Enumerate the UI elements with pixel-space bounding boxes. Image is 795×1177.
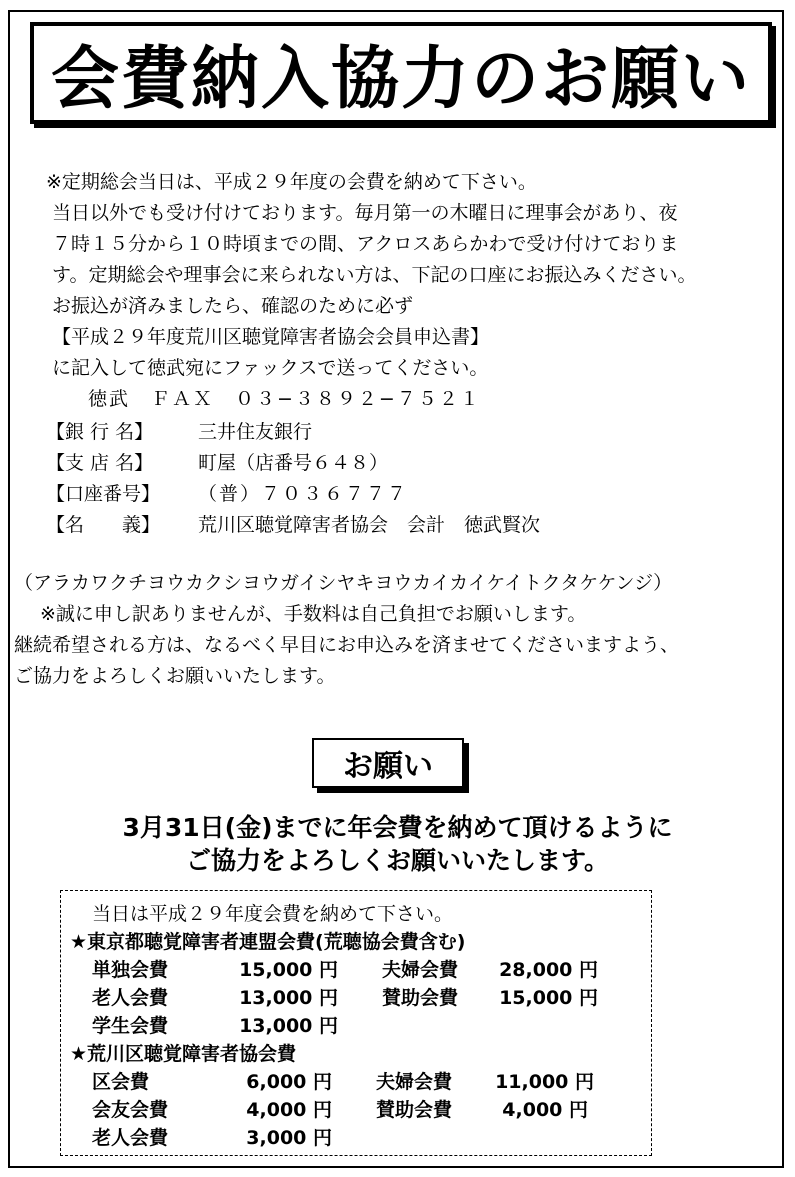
account-number-value: （普）７０３６７７７ — [198, 483, 409, 505]
fee-item-name: 単独会費 — [92, 959, 169, 981]
fee-item-name: 賛助会費 — [382, 987, 459, 1009]
fee-item-amount: 13,000 円 — [239, 987, 338, 1009]
branch-value: 町屋（店番号６４８） — [198, 452, 389, 474]
fee-item-amount: 4,000 円 — [246, 1099, 332, 1121]
fee-item-name: 学生会費 — [92, 1015, 169, 1037]
request-heading: お願い — [343, 749, 433, 784]
fee-item-name: 夫婦会費 — [382, 959, 459, 981]
bank-name-value: 三井住友銀行 — [198, 421, 313, 443]
fee-item-amount: 15,000 円 — [499, 987, 598, 1009]
fee-intro: 当日は平成２９年度会費を納めて下さい。 — [92, 903, 454, 925]
fee-item-amount: 13,000 円 — [239, 1015, 338, 1037]
fee-item-amount: 11,000 円 — [495, 1071, 594, 1093]
fee-item-name: 老人会費 — [92, 1127, 169, 1149]
intro-line-4: す。定期総会や理事会に来られない方は、下記の口座にお振込みください。 — [52, 264, 697, 286]
fee-note: ※誠に申し訳ありませんが、手数料は自己負担でお願いします。 — [40, 603, 587, 625]
bank-name-label: 【銀 行 名】 — [46, 421, 154, 443]
account-holder-value: 荒川区聴覚障害者協会 会計 徳武賢次 — [198, 514, 541, 536]
intro-line-1: ※定期総会当日は、平成２９年度の会費を納めて下さい。 — [46, 171, 537, 193]
fee-item-name: 賛助会費 — [376, 1099, 453, 1121]
title-box — [30, 22, 772, 124]
deadline-line-1: 3月31日(金)までに年会費を納めて頂けるように — [122, 813, 673, 842]
fee-item-amount: 4,000 円 — [502, 1099, 588, 1121]
fee-item-name: 会友会費 — [92, 1099, 169, 1121]
fax-number: 徳武 ＦＡＸ ０３−３８９２−７５２１ — [88, 388, 481, 410]
intro-line-2: 当日以外でも受け付けております。毎月第一の木曜日に理事会があり、夜 — [52, 202, 678, 224]
intro-line-7: に記入して徳武宛にファックスで送ってください。 — [52, 357, 489, 379]
tokyo-federation-title: ★東京都聴覚障害者連盟会費(荒聴協会費含む) — [70, 931, 466, 953]
intro-line-5: お振込が済みましたら、確認のために必ず — [52, 295, 414, 317]
deadline-line-2: ご協力をよろしくお願いいたします。 — [185, 846, 609, 875]
intro-line-3: ７時１５分から１０時頃までの間、アクロスあらかわで受け付けておりま — [52, 233, 679, 255]
fee-item-name: 区会費 — [92, 1071, 150, 1093]
page-title: 会費納入協力のお願い — [50, 39, 751, 119]
continuation-line-1: 継続希望される方は、なるべく早目にお申込みを済ませてくださいますよう、 — [14, 634, 680, 656]
continuation-line-2: ご協力をよろしくお願いいたします。 — [14, 665, 336, 687]
account-holder-label: 【名 義】 — [46, 514, 161, 536]
account-holder-kana: （アラカワクチヨウカクシヨウガイシヤキヨウカイカイケイトクタケケンジ） — [14, 572, 673, 594]
fee-item-name: 老人会費 — [92, 987, 169, 1009]
fee-item-amount: 3,000 円 — [246, 1127, 332, 1149]
account-number-label: 【口座番号】 — [46, 483, 161, 505]
arakawa-association-title: ★荒川区聴覚障害者協会費 — [70, 1043, 297, 1065]
branch-label: 【支 店 名】 — [46, 452, 154, 474]
fee-item-name: 夫婦会費 — [376, 1071, 453, 1093]
fee-item-amount: 6,000 円 — [246, 1071, 332, 1093]
intro-line-6: 【平成２９年度荒川区聴覚障害者協会会員申込書】 — [52, 326, 490, 348]
fee-item-amount: 15,000 円 — [239, 959, 338, 981]
fee-item-amount: 28,000 円 — [499, 959, 598, 981]
request-heading-box — [312, 738, 464, 788]
